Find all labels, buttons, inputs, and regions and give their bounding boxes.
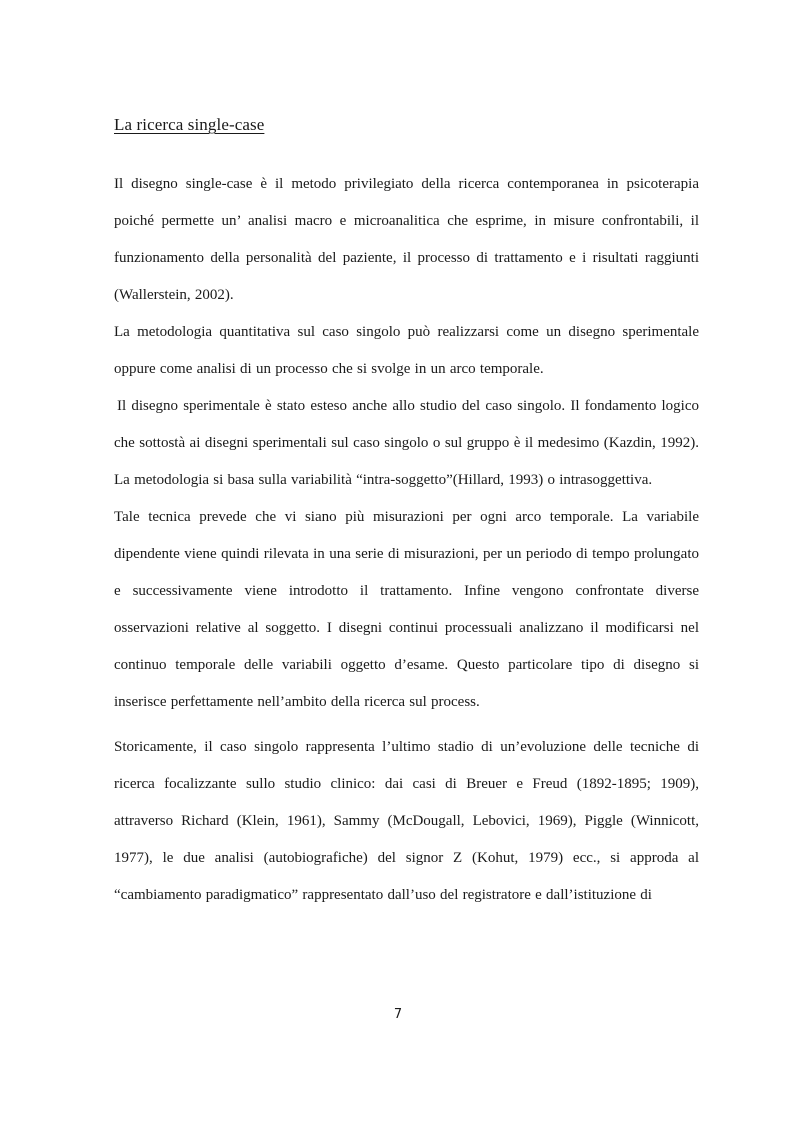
section-heading: La ricerca single-case	[114, 115, 265, 134]
paragraph-quantitative-methodology: La metodologia quantitativa sul caso singolo può realizzarsi come un disegno sperimentale oppure come analisi di un processo che si svolge in un arco temporale.	[114, 324, 699, 377]
body-text	[114, 166, 699, 914]
paragraph-technique: Tale tecnica prevede che vi siano più misurazioni per ogni arco temporale. La variabile dipendente viene quindi rilevata in una serie di misurazioni, per un periodo di tempo prolungato e successivamente viene introdotto il trattamento. Infine vengono confrontate diverse osservazioni relative al soggetto. I disegni continui processuali analizzano il modificarsi nel continuo temporale delle variabili oggetto d’esame. Questo particolare tipo di disegno si inserisce perfettamente nell’ambito della ricerca sul process.	[114, 509, 699, 710]
page-number: 7	[393, 1007, 403, 1022]
paragraph-historical: Storicamente, il caso singolo rappresenta l’ultimo stadio di un’evoluzione delle tecniche di ricerca focalizzante sullo studio clinico: dai casi di Breuer e Freud (1892-1895; 1909), attraverso Richard (Klein, 1961), Sammy (McDougall, Lebovici, 1969), Piggle (Winnicott, 1977), le due analisi (autobiografiche) del signor Z (Kohut, 1979) ecc., si approda al “cambiamento paradigmatico” rappresentato dall’uso del registratore e dall’istituzione di	[114, 739, 699, 903]
paragraph-single-case-intro: Il disegno single-case è il metodo privilegiato della ricerca contemporanea in psicoterapia poiché permette un’ analisi macro e microanalitica che esprime, in misure confrontabili, il funzionamento della personalità del paziente, il processo di trattamento e i risultati raggiunti (Wallerstein, 2002).	[114, 176, 699, 303]
paragraph-experimental-design: Il disegno sperimentale è stato esteso anche allo studio del caso singolo. Il fondamento logico che sottostà ai disegni sperimentali sul caso singolo o sul gruppo è il medesimo (Kazdin, 1992). La metodologia si basa sulla variabilità “intra-soggetto”(Hillard, 1993) o intrasoggettiva.	[114, 398, 699, 488]
